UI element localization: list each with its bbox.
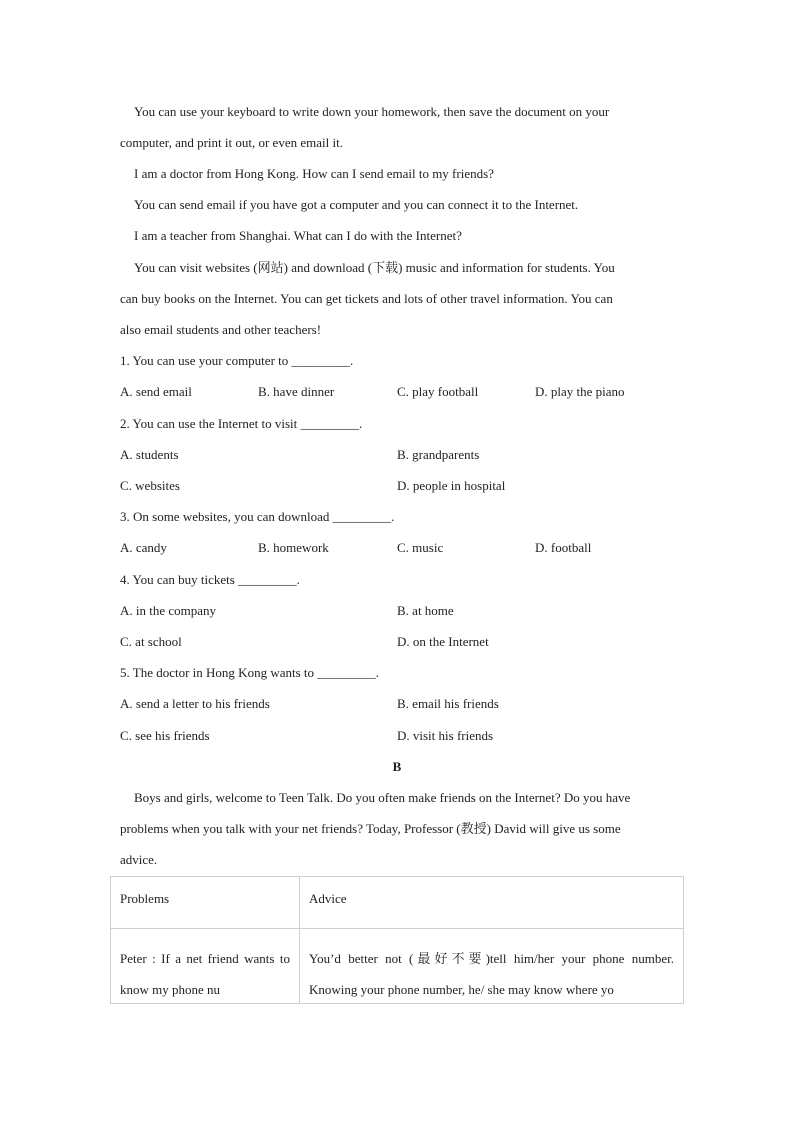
question-3-option-a: A. candy: [120, 540, 167, 555]
passage-a-line-7: can buy books on the Internet. You can get tickets and lots of other travel information. You can: [120, 291, 613, 306]
passage-a-line-8: also email students and other teachers!: [120, 322, 322, 337]
passage-a-line-2: computer, and print it out, or even email it.: [120, 135, 343, 150]
problem-text: Peter : If a net friend wants to know my phone nu: [120, 951, 290, 997]
question-5-option-c: C. see his friends: [120, 728, 210, 743]
problems-header: Problems: [120, 891, 170, 906]
question-5-option-b: B. email his friends: [397, 696, 499, 711]
question-3-stem: 3. On some websites, you can download _________.: [120, 509, 395, 524]
question-3-option-c: C. music: [397, 540, 444, 555]
passage-a-line-1: You can use your keyboard to write down your homework, then save the document on your: [134, 104, 610, 119]
advice-text: You’d better not (最好不要)tell him/her your phone number. Knowing your phone number, he/ she may know where yo: [309, 951, 674, 997]
question-4-stem: 4. You can buy tickets _________.: [120, 572, 300, 587]
advice-cell: [300, 929, 684, 1004]
passage-a-line-6: You can visit websites (网站) and download (下载) music and information for students. You: [134, 260, 615, 275]
question-4-option-b: B. at home: [397, 603, 454, 618]
section-b-intro-line-2: problems when you talk with your net friends? Today, Professor (教授) David will give us some: [120, 821, 621, 836]
question-4-option-a: A. in the company: [120, 603, 217, 618]
passage-a-line-3: I am a doctor from Hong Kong. How can I send email to my friends?: [134, 166, 494, 181]
section-b-intro-line-3: advice.: [120, 852, 158, 867]
question-5-stem: 5. The doctor in Hong Kong wants to _________.: [120, 665, 380, 680]
advice-header-cell: [300, 877, 684, 929]
passage-a-line-5: I am a teacher from Shanghai. What can I do with the Internet?: [134, 228, 462, 243]
question-5-option-d: D. visit his friends: [397, 728, 494, 743]
question-2-option-b: B. grandparents: [397, 447, 480, 462]
advice-header: Advice: [309, 891, 347, 906]
question-3-option-d: D. football: [535, 540, 592, 555]
question-1-stem: 1. You can use your computer to _________.: [120, 353, 354, 368]
question-3-option-b: B. homework: [258, 540, 329, 555]
question-1-option-a: A. send email: [120, 384, 192, 399]
question-2-option-d: D. people in hospital: [397, 478, 506, 493]
question-1-option-c: C. play football: [397, 384, 479, 399]
question-1-option-d: D. play the piano: [535, 384, 625, 399]
section-b-intro-line-1: Boys and girls, welcome to Teen Talk. Do you often make friends on the Internet? Do you have: [134, 790, 631, 805]
question-2-option-c: C. websites: [120, 478, 180, 493]
question-2-stem: 2. You can use the Internet to visit _________.: [120, 416, 363, 431]
problem-cell: [111, 929, 300, 1004]
question-5-option-a: A. send a letter to his friends: [120, 696, 270, 711]
advice-table-header-row: [111, 877, 684, 929]
section-b-heading: B: [392, 759, 402, 774]
question-4-option-c: C. at school: [120, 634, 182, 649]
table-row: [111, 929, 684, 1004]
question-4-option-d: D. on the Internet: [397, 634, 489, 649]
question-2-option-a: A. students: [120, 447, 179, 462]
problems-header-cell: [111, 877, 300, 929]
passage-a-line-4: You can send email if you have got a computer and you can connect it to the Internet.: [134, 197, 579, 212]
advice-table: [110, 876, 684, 1004]
question-1-option-b: B. have dinner: [258, 384, 335, 399]
